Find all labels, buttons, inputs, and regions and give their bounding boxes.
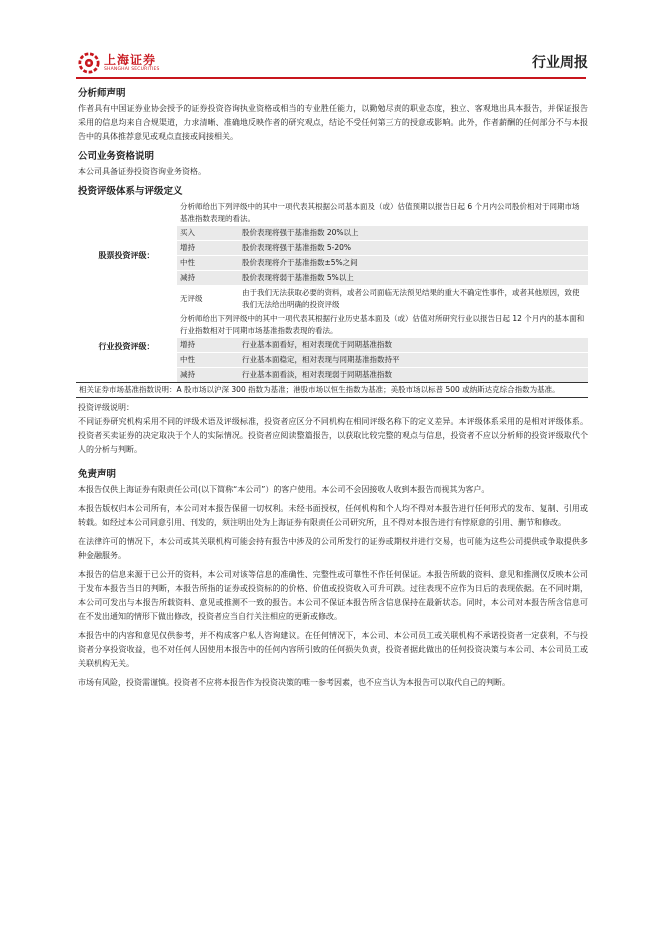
header-divider <box>76 77 586 79</box>
analyst-statement-heading: 分析师声明 <box>78 88 126 99</box>
rating-desc: 由于我们无法获取必要的资料，或者公司面临无法预见结果的重大不确定性事件，或者其他原因，致使我们无法给出明确的投资评级 <box>239 286 588 313</box>
rating-desc: 股价表现将强于基准指数 5-20% <box>239 241 588 256</box>
stock-rating-description: 分析师给出下列评级中的其中一项代表其根据公司基本面及（或）估值预期以报告日起 6 个月内公司股价相对于同期市场基准指数表现的看法。 <box>177 200 588 226</box>
rating-definition-table <box>76 200 588 398</box>
disclaimer-paragraph: 本报告版权归本公司所有，本公司对本报告保留一切权利。未经书面授权，任何机构和个人均不得对本报告进行任何形式的发布、复制、引用或转载。如经过本公司同意引用、刊发的，须注明出处为上海证券有限责任公司研究所，且不得对本报告进行有悖原意的引用、删节和修改。 <box>78 504 588 527</box>
company-logo <box>78 52 160 74</box>
rating-name: 买入 <box>177 226 239 241</box>
analyst-statement-text: 作者具有中国证券业协会授予的证券投资咨询执业资格或相当的专业胜任能力，以勤勉尽责的职业态度，独立、客观地出具本报告，并保证报告采用的信息均来自合规渠道，力求清晰、准确地反映作者的研究观点，结论不受任何第三方的授意或影响。此外，作者薪酬的任何部分不与本报告中的具体推荐意见或观点直接或间接相关。 <box>78 104 588 141</box>
rating-system-heading: 投资评级体系与评级定义 <box>78 186 183 197</box>
disclaimer-paragraph: 本报告中的内容和意见仅供参考，并不构成客户私人咨询建议。在任何情况下，本公司、本公司员工或关联机构不承诺投资者一定获利，不与投资者分享投资收益，也不对任何人因使用本报告中的任何内容所引致的任何损失负责，投资者据此做出的任何投资决策与本公司、本公司员工或关联机构无关。 <box>78 631 588 668</box>
qualification-heading: 公司业务资格说明 <box>78 151 155 162</box>
report-type-title: 行业周报 <box>532 55 588 71</box>
page-header <box>76 44 588 80</box>
benchmark-index-note: 相关证券市场基准指数说明：A 股市场以沪深 300 指数为基准；港股市场以恒生指数为基准；美股市场以标普 500 或纳斯达克综合指数为基准。 <box>76 383 588 398</box>
rating-name: 减持 <box>177 271 239 286</box>
qualification-text: 本公司具备证券投资咨询业务资格。 <box>78 167 206 176</box>
rating-desc: 股价表现将弱于基准指数 5%以上 <box>239 271 588 286</box>
rating-desc: 行业基本面稳定，相对表现与同期基准指数持平 <box>239 353 588 368</box>
rating-name: 中性 <box>177 256 239 271</box>
disclaimer-heading: 免责声明 <box>78 469 117 480</box>
main-content <box>78 86 588 695</box>
rating-name: 减持 <box>177 368 239 383</box>
rating-explain-title: 投资评级说明： <box>78 403 134 412</box>
disclaimer-paragraph: 本报告的信息来源于已公开的资料，本公司对该等信息的准确性、完整性或可靠性不作任何保证。本报告所载的资料、意见和推测仅反映本公司于发布本报告当日的判断，本报告所指的证券或投资标的的价格、价值或投资收入可升可跌。过往表现不应作为日后的表现依据。在不同时期，本公司可发出与本报告所载资料、意见或推测不一致的报告。本公司不保证本报告所含信息保持在最新状态。同时，本公司对本报告所含信息可在不发出通知的情形下做出修改，投资者应当自行关注相应的更新或修改。 <box>78 570 588 621</box>
rating-name: 中性 <box>177 353 239 368</box>
rating-name: 无评级 <box>177 286 239 313</box>
industry-rating-label: 行业投资评级： <box>98 342 155 351</box>
disclaimer-paragraph: 在法律许可的情况下，本公司或其关联机构可能会持有报告中涉及的公司所发行的证券或期权并进行交易，也可能为这些公司提供或争取提供多种金融服务。 <box>78 537 588 560</box>
rating-name: 增持 <box>177 338 239 353</box>
logo-emblem-icon <box>78 52 100 74</box>
rating-name: 增持 <box>177 241 239 256</box>
rating-desc: 行业基本面看好，相对表现优于同期基准指数 <box>239 338 588 353</box>
disclaimer-paragraph: 市场有风险，投资需谨慎。投资者不应将本报告作为投资决策的唯一参考因素，也不应当认为本报告可以取代自己的判断。 <box>78 678 510 687</box>
logo-english-name: SHANGHAI SECURITIES <box>104 66 160 72</box>
rating-desc: 行业基本面看淡，相对表现弱于同期基准指数 <box>239 368 588 383</box>
rating-desc: 股价表现将介于基准指数±5%之间 <box>239 256 588 271</box>
stock-rating-label: 股票投资评级： <box>98 251 155 260</box>
disclaimer-paragraph: 本报告仅供上海证券有限责任公司(以下简称“本公司”）的客户使用。本公司不会因接收人收到本报告而视其为客户。 <box>78 485 490 494</box>
industry-rating-description: 分析师给出下列评级中的其中一项代表其根据行业历史基本面及（或）估值对所研究行业以报告日起 12 个月内的基本面和行业指数相对于同期市场基准指数表现的看法。 <box>177 312 588 338</box>
rating-explain-text: 不同证券研究机构采用不同的评级术语及评级标准，投资者应区分不同机构在相同评级名称下的定义差异。本评级体系采用的是相对评级体系。投资者买卖证券的决定取决于个人的实际情况。投资者应阅读整篇报告，以获取比较完整的观点与信息，投资者不应以分析师的投资评级取代个人的分析与判断。 <box>78 417 588 454</box>
rating-desc: 股价表现将强于基准指数 20%以上 <box>239 226 588 241</box>
logo-chinese-name: 上海证券 <box>104 52 157 67</box>
